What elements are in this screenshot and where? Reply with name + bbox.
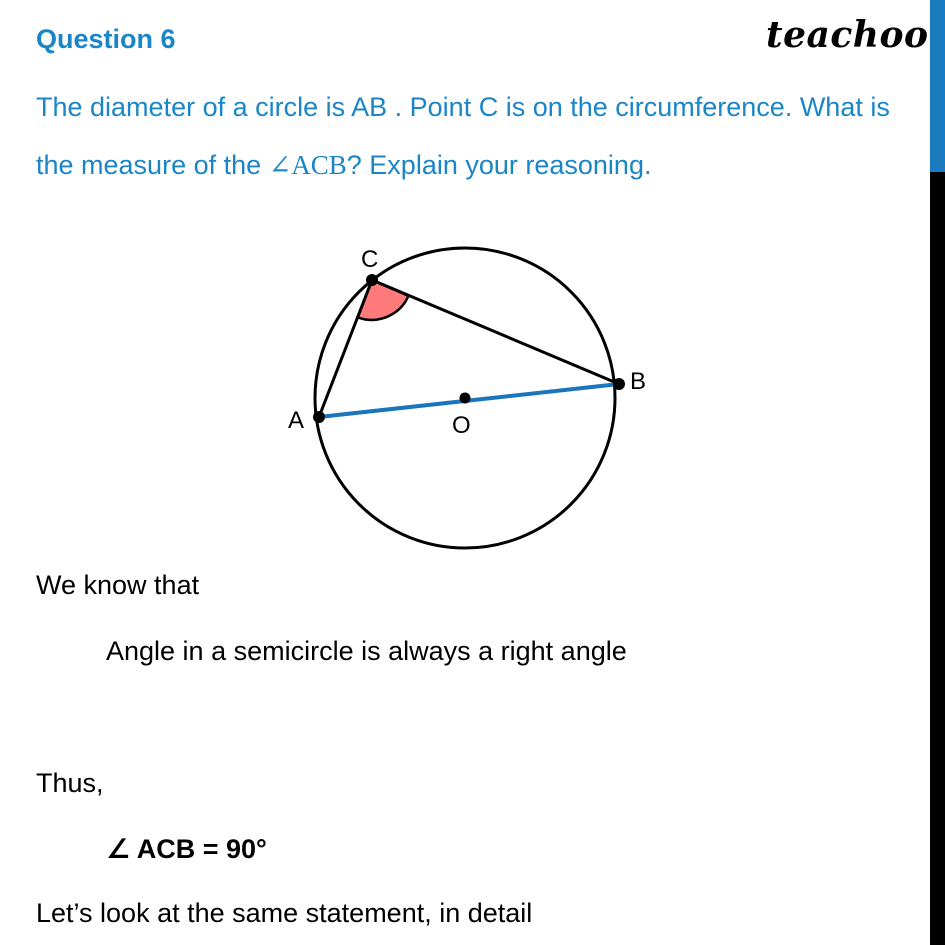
point-b <box>613 378 625 390</box>
we-know-text: We know that <box>36 570 200 600</box>
question-text-end: ? Explain your reasoning. <box>346 150 652 180</box>
angle-result: ∠ ACB = 90° <box>106 834 267 864</box>
sidebar-accent-blue <box>930 0 945 172</box>
chord-ca <box>319 280 372 417</box>
thus-text: Thus, <box>36 768 104 798</box>
question-text-start: The diameter of a circle is AB . Point C is on the circumference. What is the measure of the <box>36 92 890 180</box>
circle-diagram <box>280 238 647 558</box>
point-c <box>366 274 378 286</box>
detail-text: Let’s look at the same statement, in detail <box>36 898 533 928</box>
teachoo-logo: teachoo <box>766 14 929 56</box>
label-o: O <box>452 412 471 439</box>
chord-cb <box>372 280 619 384</box>
label-c: C <box>361 246 379 273</box>
semicircle-fact: Angle in a semicircle is always a right angle <box>106 636 627 666</box>
question-text <box>36 78 922 194</box>
angle-acb-symbol: ∠ACB <box>268 150 347 180</box>
label-b: B <box>630 368 647 395</box>
point-o <box>460 393 471 404</box>
label-a: A <box>288 407 305 434</box>
point-a <box>313 411 325 423</box>
sidebar-accent-black <box>930 172 945 945</box>
question-heading: Question 6 <box>36 24 176 54</box>
